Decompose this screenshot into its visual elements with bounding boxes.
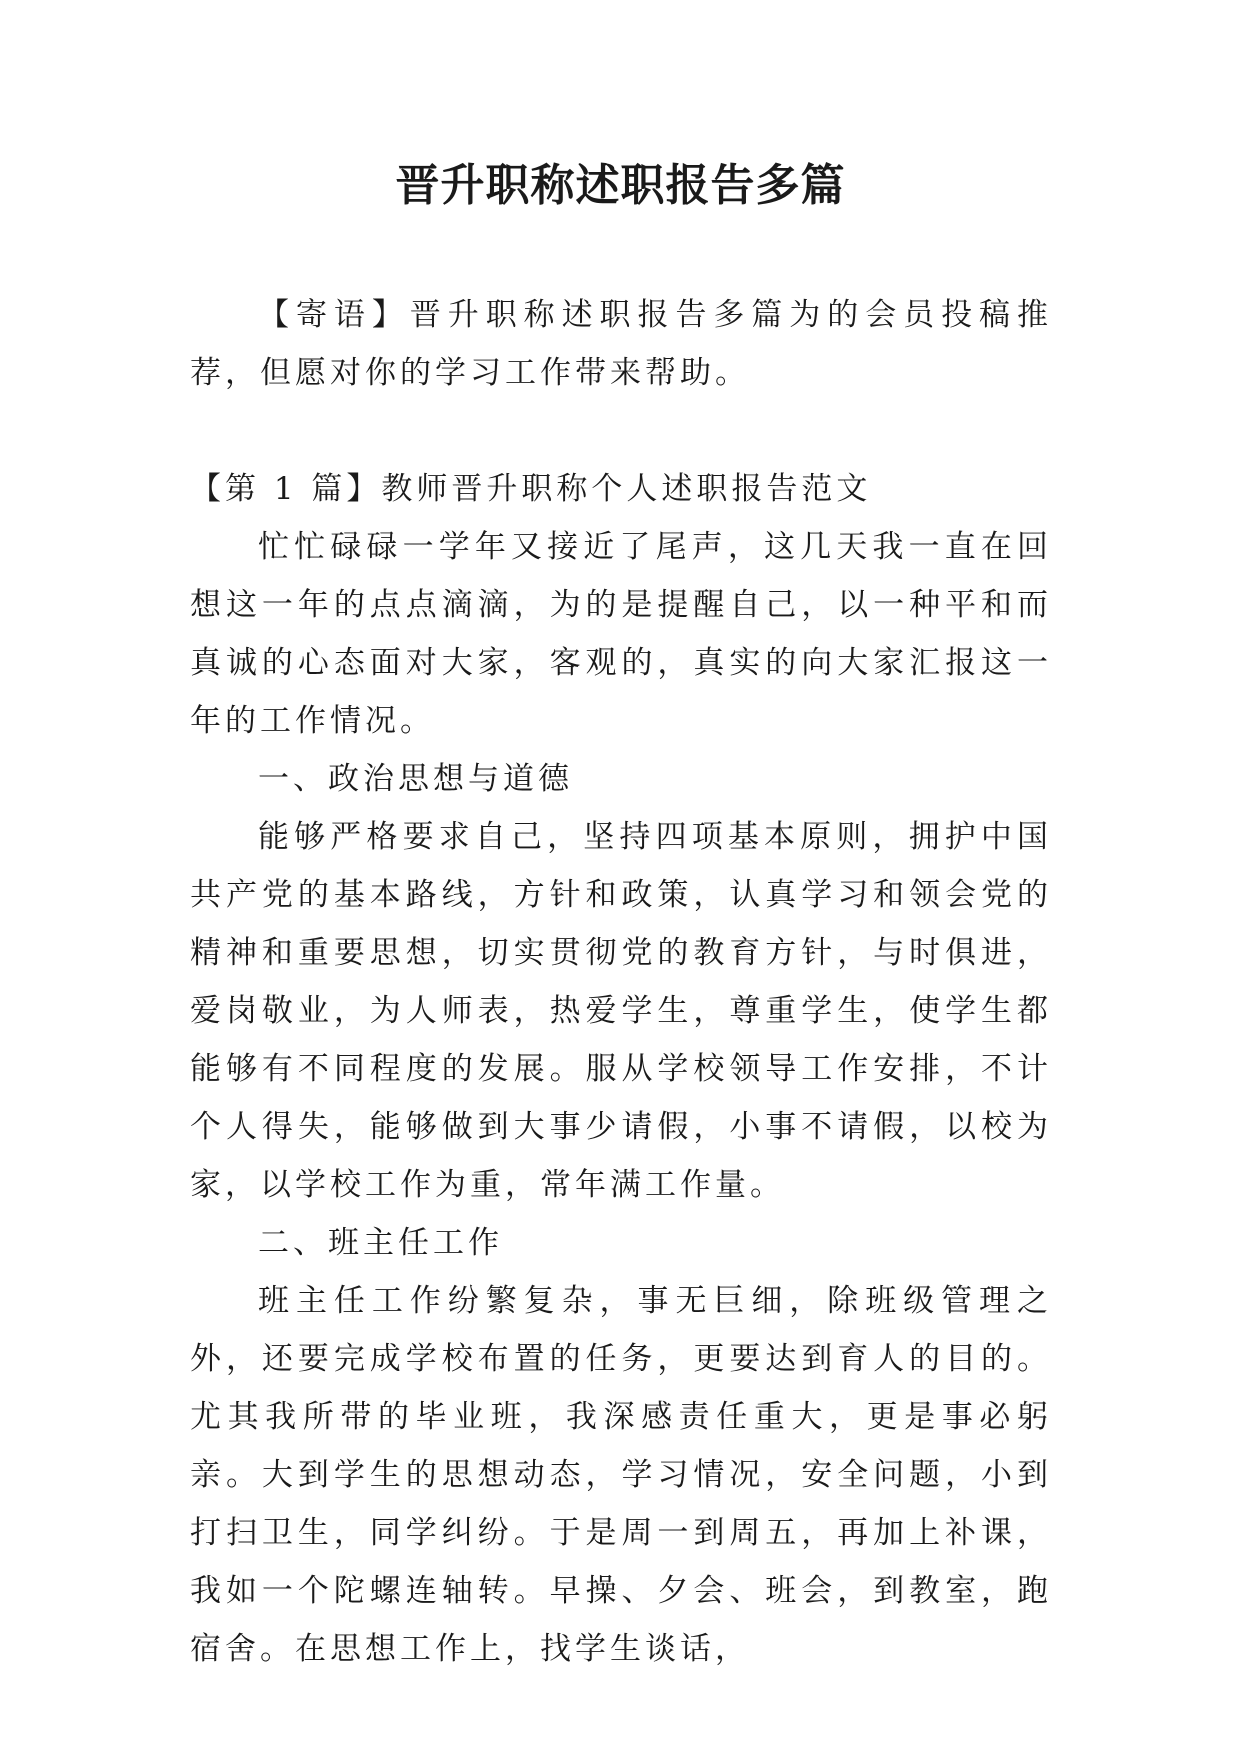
- section-heading-politics: 一、政治思想与道德: [258, 761, 573, 797]
- section-heading-class-teacher: 二、班主任工作: [258, 1225, 503, 1261]
- paragraph-intro: 忙忙碌碌一学年又接近了尾声，这几天我一直在回想这一年的点点滴滴，为的是提醒自己，以一种平和而真诚的心态面对大家，客观的，真实的向大家汇报这一年的工作情况。: [190, 529, 1052, 739]
- document-title: 晋升职称述职报告多篇: [395, 160, 846, 211]
- article-heading: 【第 1 篇】教师晋升职称个人述职报告范文: [190, 471, 872, 507]
- preface-paragraph: 【寄语】晋升职称述职报告多篇为的会员投稿推荐，但愿对你的学习工作带来帮助。: [190, 297, 1052, 391]
- article-body: [190, 460, 1052, 1678]
- paragraph-politics: 能够严格要求自己，坚持四项基本原则，拥护中国共产党的基本路线，方针和政策，认真学习和领会党的精神和重要思想，切实贯彻党的教育方针，与时俱进，爱岗敬业，为人师表，热爱学生，尊重学生，使学生都能够有不同程度的发展。服从学校领导工作安排，不计个人得失，能够做到大事少请假，小事不请假，以校为家，以学校工作为重，常年满工作量。: [190, 819, 1052, 1203]
- paragraph-class-teacher: 班主任工作纷繁复杂，事无巨细，除班级管理之外，还要完成学校布置的任务，更要达到育人的目的。尤其我所带的毕业班，我深感责任重大，更是事必躬亲。大到学生的思想动态，学习情况，安全问题，小到打扫卫生，同学纠纷。于是周一到周五，再加上补课，我如一个陀螺连轴转。早操、夕会、班会，到教室，跑宿舍。在思想工作上，找学生谈话，: [190, 1283, 1052, 1667]
